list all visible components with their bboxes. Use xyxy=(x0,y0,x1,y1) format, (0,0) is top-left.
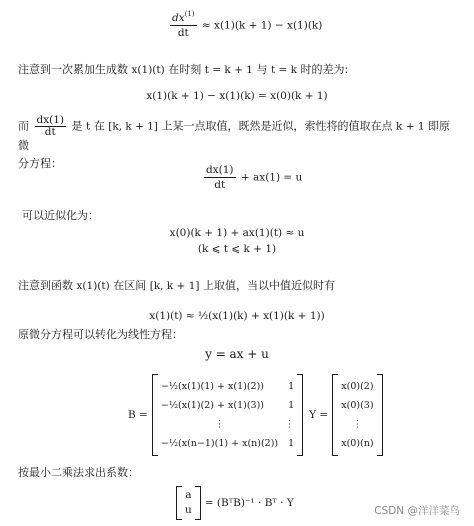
fraction-numerator: $dx^{(1)}$ xyxy=(172,10,195,24)
fraction-numerator: dx(1) xyxy=(36,114,65,126)
text: 上某一点取值，既然是近似，索性将的值取在点 xyxy=(161,119,393,133)
equation-approx-form xyxy=(0,225,474,257)
fraction-denominator: dt xyxy=(214,179,226,191)
math-inline: [k, k + 1] xyxy=(108,120,159,133)
matrix-b-label: B = xyxy=(128,409,148,421)
matrix-b-right-bracket xyxy=(297,374,303,456)
text: 与 xyxy=(256,63,268,76)
text: 在区间 xyxy=(113,279,147,292)
fraction-denominator: dt xyxy=(44,126,56,138)
text: 在 xyxy=(93,119,105,133)
vector-right-bracket xyxy=(195,486,201,520)
paragraph-least-squares: 按最小二乘法求出系数： xyxy=(18,466,139,479)
text: 注意到一次累加生成数 xyxy=(18,63,128,76)
watermark-text: CSDN @洋洋菜鸟 xyxy=(374,505,460,517)
vector-cell: a xyxy=(185,489,192,501)
matrix-y-cell: x(0)(2) xyxy=(341,381,374,392)
matrix-b-cell: −½(x(1)(1) + x(1)(2)) xyxy=(160,381,264,392)
text: 上取值，当以中值近似时有 xyxy=(202,279,335,292)
paragraph-line-2: 分方程： xyxy=(18,157,62,170)
equation-differential xyxy=(202,164,302,191)
equation-derivative-approx xyxy=(168,12,322,39)
equation-lhs: x(1)(t) ≈ xyxy=(149,310,195,322)
matrix-b-cell: −½(x(n−1)(1) + x(n)(2)) xyxy=(160,438,279,449)
paragraph-linear-intro: 原微分方程可以转化为线性方程： xyxy=(18,328,183,341)
math-inline: t = k + 1 xyxy=(204,64,253,76)
vector-cell: u xyxy=(185,504,192,516)
matrix-y-cell: ⋮ xyxy=(352,419,363,430)
half-fraction: ½ xyxy=(197,310,209,322)
fraction-dx1-dt xyxy=(204,164,236,191)
equation-least-squares xyxy=(176,485,294,521)
paragraph-line-1 xyxy=(18,116,458,155)
coefficient-vector xyxy=(182,488,195,518)
math-inline: k + 1 xyxy=(396,120,425,133)
math-inline: [k, k + 1] xyxy=(149,280,200,292)
matrix-b-cell: 1 xyxy=(288,400,295,411)
matrix-y-right-bracket xyxy=(377,374,383,456)
matrix-y-cell: x(0)(n) xyxy=(341,438,374,449)
text: 即原微 xyxy=(18,119,451,152)
fraction-denominator: dt xyxy=(177,27,189,39)
text: 在时刻 xyxy=(168,63,202,76)
matrix-b-cell: ⋮ xyxy=(284,419,295,430)
inline-fraction xyxy=(35,116,67,137)
text: 而 xyxy=(18,119,29,133)
fraction-numerator: dx(1) xyxy=(206,164,234,176)
equation-difference: x(1)(k + 1) − x(1)(k) = x(0)(k + 1) xyxy=(146,90,328,102)
paragraph-midpoint-intro xyxy=(18,277,458,295)
math-inline: t = k xyxy=(270,64,297,76)
matrix-b xyxy=(158,378,297,452)
paragraph-difference-intro xyxy=(18,61,458,79)
matrix-b-cell: 1 xyxy=(288,438,295,449)
equation-rhs: + ax(1) = u xyxy=(240,171,303,184)
equation-rhs: = (BᵀB)⁻¹ · Bᵀ · Y xyxy=(204,497,294,509)
equation-rhs: (x(1)(k) + x(1)(k + 1)) xyxy=(208,310,325,322)
matrix-y xyxy=(338,378,376,452)
fraction-dx-dt xyxy=(170,12,197,39)
matrix-b-cell: ⋮ xyxy=(214,419,225,430)
text: 注意到函数 xyxy=(18,279,73,292)
matrix-y-cell: x(0)(3) xyxy=(341,400,374,411)
text: 是 xyxy=(71,119,83,133)
matrix-definitions xyxy=(128,374,383,456)
equation-line-2: (k ⩽ t ⩽ k + 1) xyxy=(197,243,277,255)
math-inline: x(1)(t) xyxy=(131,64,165,76)
math-inline: t xyxy=(86,120,91,133)
equation-line-1: x(0)(k + 1) + ax(1)(t) ≈ u xyxy=(169,227,305,239)
matrix-b-cell: −½(x(1)(2) + x(1)(3)) xyxy=(160,400,264,411)
math-inline: x(1)(t) xyxy=(76,280,110,292)
matrix-y-label: Y = xyxy=(309,409,329,421)
matrix-b-cell: 1 xyxy=(288,381,295,392)
equation-midpoint xyxy=(0,310,474,322)
text: 时的差为: xyxy=(300,63,349,76)
equation-linear: y = ax + u xyxy=(205,347,269,361)
paragraph-approx-intro: 可以近似化为： xyxy=(22,209,99,222)
equation-rhs: ≈ x(1)(k + 1) − x(1)(k) xyxy=(201,19,323,32)
